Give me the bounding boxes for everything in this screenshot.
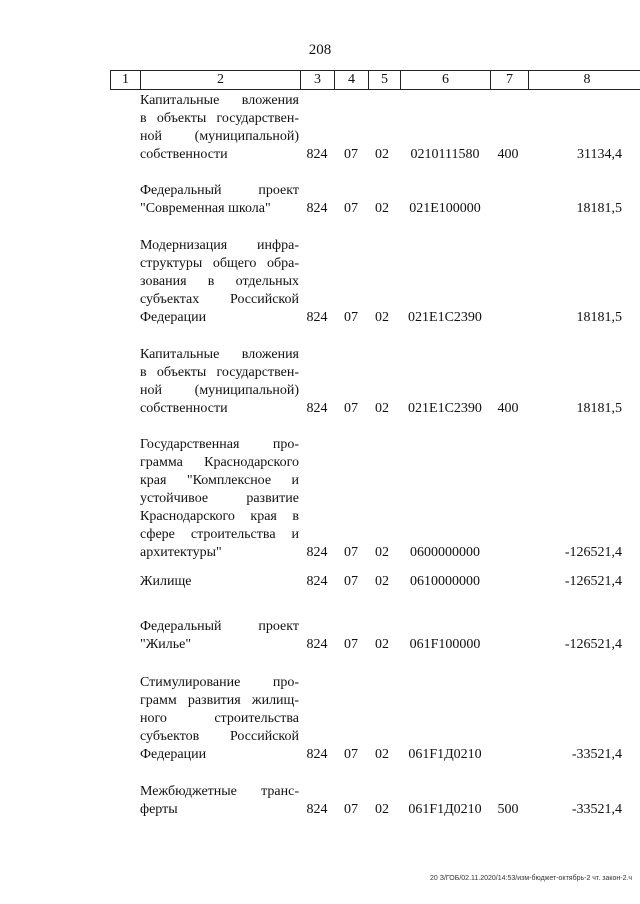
cell-c5: 02	[375, 574, 389, 589]
cell-c8: -33521,4	[571, 747, 622, 762]
footer-stamp: 20 З/ГОБ/02.11.2020/14:53/изм-бюджет-октябрь-2 чт. закон-2.ч	[430, 875, 633, 882]
description-line: в объекты государствен-	[140, 111, 299, 126]
cell-c4: 07	[344, 201, 358, 216]
cell-c6: 061F1Д0210	[408, 747, 482, 762]
cell-c6: 0210111580	[410, 147, 480, 162]
description-line: устойчивое развитие	[140, 491, 299, 506]
cell-c6: 0610000000	[410, 574, 480, 589]
cell-c3: 824	[306, 545, 328, 560]
cell-c5: 02	[375, 147, 389, 162]
cell-c4: 07	[344, 802, 358, 817]
description-line: Модернизация инфра-	[140, 238, 299, 253]
description-line: зования в отдельных	[140, 274, 299, 289]
description-line: в объекты государствен-	[140, 365, 299, 380]
cell-c7: 400	[497, 147, 519, 162]
description-line: грамма Краснодарского	[140, 455, 299, 470]
header-col-2: 2	[141, 71, 301, 89]
cell-c6: 021E1C2390	[408, 310, 482, 325]
description-line: субъектов Российской	[140, 729, 299, 744]
cell-c8: -126521,4	[564, 545, 622, 560]
cell-c6: 061F100000	[409, 637, 481, 652]
cell-c5: 02	[375, 802, 389, 817]
description-line: Федерации	[140, 747, 207, 762]
description-line: собственности	[140, 401, 228, 416]
cell-c7: 400	[497, 401, 519, 416]
description-line: Межбюджетные транс-	[140, 784, 299, 799]
description-line: структуры общего обра-	[140, 256, 299, 271]
row-description	[140, 674, 299, 764]
table-header	[110, 70, 640, 90]
cell-c4: 07	[344, 747, 358, 762]
row-description	[140, 92, 299, 164]
header-col-3: 3	[301, 71, 335, 89]
description-line: грамм развития жилищ-	[140, 693, 299, 708]
header-col-8: 8	[583, 72, 591, 87]
cell-c3: 824	[306, 637, 328, 652]
description-line: Федеральный проект	[140, 619, 299, 634]
description-line: Государственная про-	[140, 437, 299, 452]
cell-c3: 824	[306, 747, 328, 762]
description-line: Федеральный проект	[140, 183, 299, 198]
cell-c5: 02	[375, 545, 389, 560]
cell-c5: 02	[375, 310, 389, 325]
cell-c3: 824	[306, 310, 328, 325]
header-col-4: 4	[335, 71, 369, 89]
row-description	[140, 237, 299, 327]
cell-c8: 18181,5	[576, 401, 622, 416]
description-line: Жилище	[140, 574, 192, 589]
description-line: Капитальные вложения	[140, 347, 299, 362]
header-col-6: 6	[401, 71, 491, 89]
row-description	[140, 436, 299, 562]
cell-c4: 07	[344, 574, 358, 589]
cell-c8: 18181,5	[576, 201, 622, 216]
description-line: ной (муниципальной)	[140, 129, 299, 144]
cell-c4: 07	[344, 310, 358, 325]
description-line: сфере строительства и	[140, 527, 299, 542]
description-line: субъектах Российской	[140, 292, 299, 307]
header-col-7: 7	[491, 71, 529, 89]
cell-c8: -126521,4	[564, 574, 622, 589]
cell-c3: 824	[306, 802, 328, 817]
cell-c5: 02	[375, 401, 389, 416]
cell-c5: 02	[375, 201, 389, 216]
cell-c4: 07	[344, 401, 358, 416]
header-col-1: 1	[111, 71, 141, 89]
row-description	[140, 783, 299, 819]
cell-c4: 07	[344, 545, 358, 560]
cell-c8: 18181,5	[576, 310, 622, 325]
page-number: 208	[308, 42, 332, 58]
cell-c8: -33521,4	[571, 802, 622, 817]
cell-c4: 07	[344, 637, 358, 652]
cell-c3: 824	[306, 201, 328, 216]
cell-c3: 824	[306, 401, 328, 416]
description-line: ного строительства	[140, 711, 299, 726]
description-line: Стимулирование про-	[140, 675, 299, 690]
row-description	[140, 346, 299, 418]
description-line: собственности	[140, 147, 228, 162]
description-line: ферты	[140, 802, 178, 817]
cell-c6: 0600000000	[410, 545, 480, 560]
row-description	[140, 618, 299, 654]
cell-c7: 500	[497, 802, 519, 817]
cell-c6: 021E100000	[409, 201, 481, 216]
cell-c5: 02	[375, 637, 389, 652]
cell-c4: 07	[344, 147, 358, 162]
description-line: Федерации	[140, 310, 207, 325]
description-line: Капитальные вложения	[140, 93, 299, 108]
cell-c6: 061F1Д0210	[408, 802, 482, 817]
cell-c3: 824	[306, 574, 328, 589]
description-line: края "Комплексное и	[140, 473, 299, 488]
row-description	[140, 573, 299, 591]
cell-c8: -126521,4	[564, 637, 622, 652]
row-description	[140, 182, 299, 218]
description-line: архитектуры"	[140, 545, 222, 560]
description-line: "Жилье"	[140, 637, 192, 652]
cell-c8: 31134,4	[577, 147, 622, 162]
description-line: ной (муниципальной)	[140, 383, 299, 398]
description-line: Краснодарского края в	[140, 509, 299, 524]
cell-c3: 824	[306, 147, 328, 162]
cell-c5: 02	[375, 747, 389, 762]
description-line: "Современная школа"	[140, 201, 271, 216]
header-col-5: 5	[369, 71, 401, 89]
cell-c6: 021E1C2390	[408, 401, 482, 416]
